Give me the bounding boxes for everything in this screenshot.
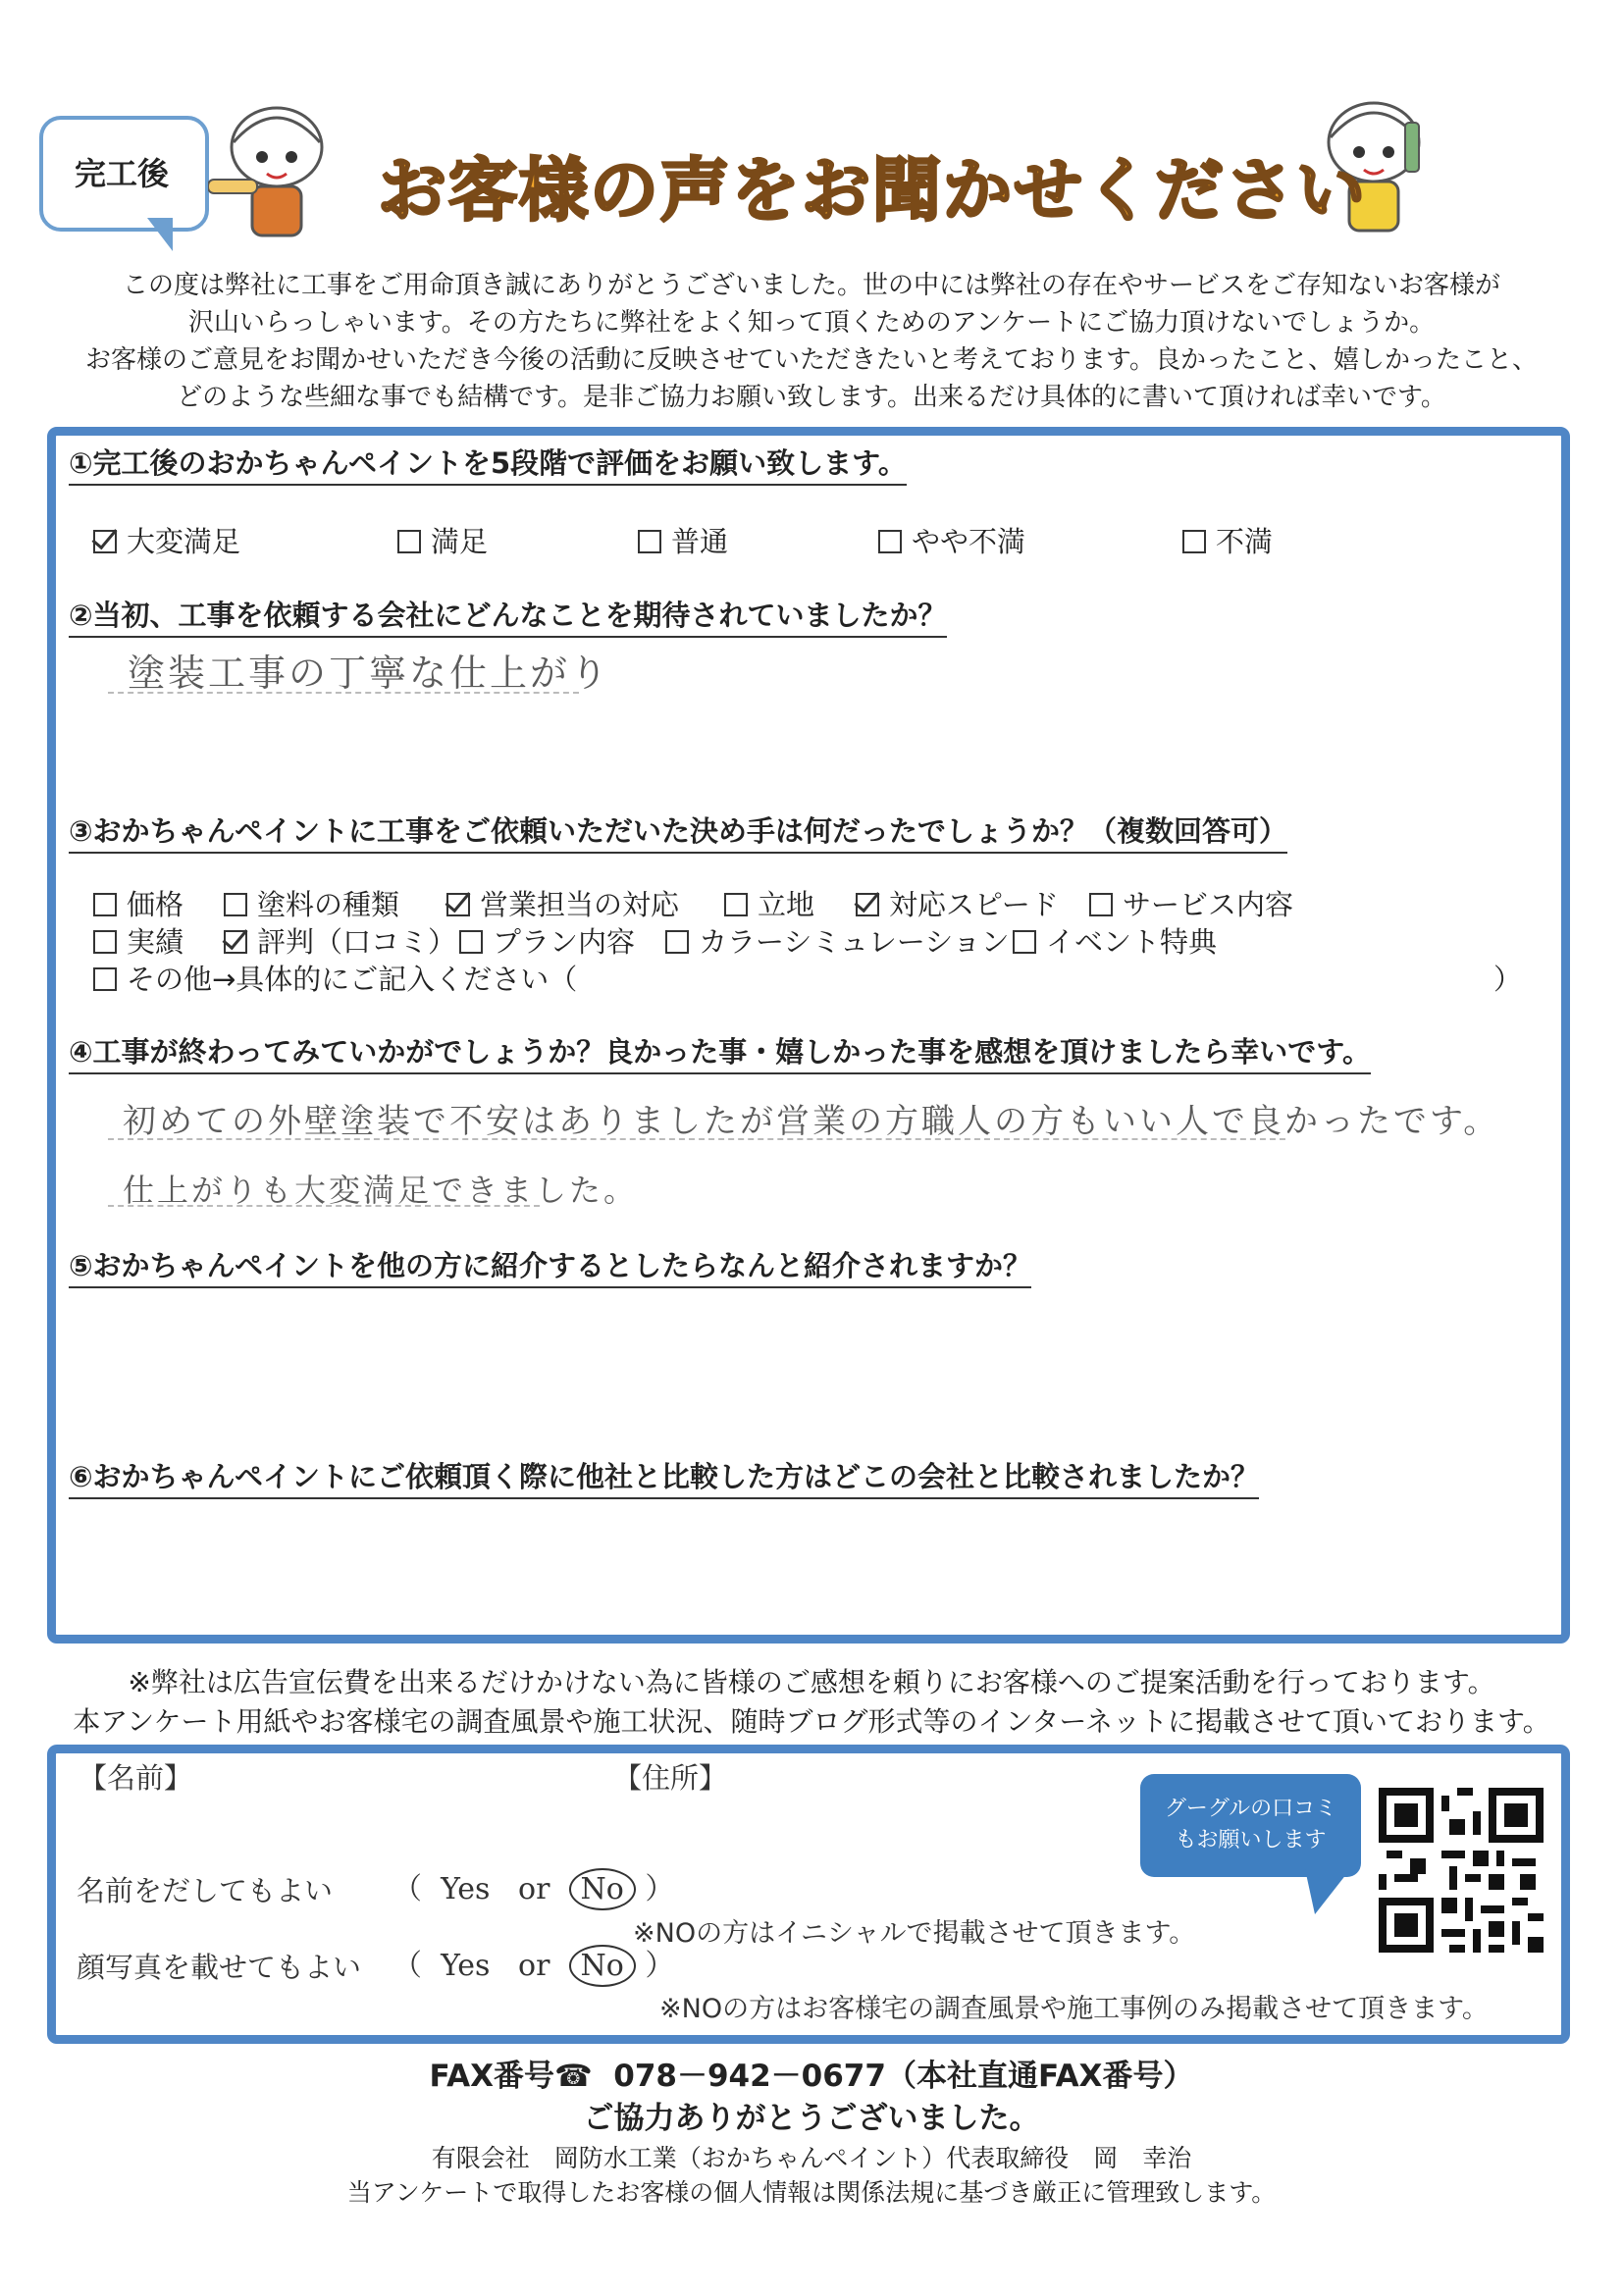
- checkbox-checked[interactable]: [446, 893, 470, 916]
- intro-text: この度は弊社に工事をご用命頂き誠にありがとうございました。世の中には弊社の存在やサービスをご存知ないお客様が 沢山いらっしゃいます。その方たちに弊社をよく知って頂くためのアンケートにご協力頂けないでしょうか。 お客様のご意見をお聞かせいただき今後の活動に反映させていただきたいと考えております。良かったこと、嬉しかったこと、 どのような些細な事でも結構です。是非ご協力お願い致します。出来るだけ具体的に書いて頂ければ幸いです。: [85, 271, 1538, 412]
- bubble-tail: [1305, 1869, 1350, 1914]
- fax-line: FAX番号☎ 078－942－0677（本社直通FAX番号）: [429, 2059, 1194, 2094]
- name-field-label: 【名前】: [79, 1761, 193, 1795]
- q4-answer-line-1[interactable]: 初めての外壁塗装で不安はありましたが営業の方職人の方もいい人で良かったです。: [123, 1102, 1500, 1141]
- q2-answer-line: [108, 692, 579, 694]
- yes-option[interactable]: Yes: [441, 1949, 491, 1983]
- checkbox[interactable]: [93, 967, 117, 991]
- mascot-left-icon: [208, 93, 336, 250]
- checkbox-checked[interactable]: [856, 893, 879, 916]
- no-option-selected[interactable]: No: [569, 1945, 636, 1987]
- q4-answer-underline-2: [108, 1205, 540, 1207]
- name-consent-label: 名前をだしてもよい: [77, 1874, 334, 1907]
- no-option-selected[interactable]: No: [569, 1868, 636, 1910]
- thanks-text: ご協力ありがとうございました。: [583, 2101, 1040, 2136]
- q2-answer[interactable]: 塗装工事の丁寧な仕上がり: [128, 652, 611, 695]
- q1-option-very-satisfied[interactable]: 大変満足: [93, 520, 240, 560]
- google-review-bubble: グーグルの口コミ もお願いします: [1140, 1774, 1361, 1877]
- q3-option-price[interactable]: 価格: [93, 883, 183, 923]
- checkbox[interactable]: [878, 530, 902, 553]
- q3-option-speed[interactable]: 対応スピード: [856, 883, 1059, 923]
- q1-option-dissatisfied[interactable]: 不満: [1182, 520, 1273, 560]
- q3-option-location[interactable]: 立地: [724, 883, 814, 923]
- badge-tail: [147, 218, 173, 251]
- question-2: ②当初、工事を依頼する会社にどんなことを期待されていましたか？: [69, 594, 947, 638]
- checkbox-checked[interactable]: [93, 530, 117, 553]
- checkbox[interactable]: [93, 893, 117, 916]
- photo-consent-note: ※NOの方はお客様宅の調査風景や施工事例のみ掲載させて頂きます。: [659, 1994, 1489, 2024]
- page-title: お客様の声をお聞かせください: [378, 150, 1367, 231]
- company-text: 有限会社 岡防水工業（おかちゃんペイント）代表取締役 岡 幸治: [431, 2144, 1192, 2172]
- checkbox[interactable]: [224, 893, 247, 916]
- question-1: ①完工後のおかちゃんペイントを5段階で評価をお願い致します。: [69, 442, 907, 486]
- q3-option-paint-type[interactable]: 塗料の種類: [224, 883, 399, 923]
- or-text: or: [518, 1949, 550, 1983]
- q3-option-color-simulation[interactable]: カラーシミュレーション: [665, 920, 1010, 961]
- q1-option-normal[interactable]: 普通: [638, 520, 728, 560]
- question-3: ③おかちゃんペイントに工事をご依頼いただいた決め手は何だったでしょうか？（複数回答可）: [69, 809, 1287, 854]
- q1-option-somewhat-dissatisfied[interactable]: やや不満: [878, 520, 1025, 560]
- checkbox[interactable]: [459, 930, 483, 954]
- checkbox[interactable]: [724, 893, 748, 916]
- or-text: or: [518, 1872, 550, 1906]
- q4-answer-line-2[interactable]: 仕上がりも大変満足できました。: [123, 1172, 639, 1209]
- q4-answer-underline-1: [108, 1138, 1285, 1140]
- qr-code-icon[interactable]: [1379, 1788, 1544, 1953]
- q3-option-sales-response[interactable]: 営業担当の対応: [446, 883, 679, 923]
- q3-option-other[interactable]: その他→具体的にご記入ください（: [93, 958, 577, 998]
- checkbox[interactable]: [1182, 530, 1206, 553]
- photo-consent-choice[interactable]: （ Yes or No ）: [393, 1941, 674, 1987]
- question-5: ⑤おかちゃんペイントを他の方に紹介するとしたらなんと紹介されますか？: [69, 1244, 1031, 1288]
- badge-label: 完工後: [75, 155, 170, 192]
- address-field-label: 【住所】: [613, 1761, 728, 1795]
- checkbox[interactable]: [397, 530, 421, 553]
- checkbox[interactable]: [1089, 893, 1113, 916]
- photo-consent-label: 顔写真を載せてもよい: [77, 1951, 362, 1984]
- checkbox-checked[interactable]: [224, 930, 247, 954]
- question-4: ④工事が終わってみていかがでしょうか？良かった事・嬉しかった事を感想を頂けましたら幸いです。: [69, 1030, 1371, 1074]
- phone-icon: ☎: [554, 2059, 593, 2094]
- checkbox[interactable]: [93, 930, 117, 954]
- q3-option-plan[interactable]: プラン内容: [459, 920, 635, 961]
- notice-text: ※弊社は広告宣伝費を出来るだけかけない為に皆様のご感想を頼りにお客様へのご提案活動を行っております。 本アンケート用紙やお客様宅の調査風景や施工状況、随時ブログ形式等のインターネットに掲載させて頂いております。: [73, 1666, 1550, 1738]
- checkbox[interactable]: [638, 530, 661, 553]
- q1-option-satisfied[interactable]: 満足: [397, 520, 488, 560]
- question-6: ⑥おかちゃんペイントにご依頼頂く際に他社と比較した方はどこの会社と比較されましたか？: [69, 1455, 1259, 1499]
- name-consent-choice[interactable]: （ Yes or No ）: [393, 1864, 674, 1910]
- yes-option[interactable]: Yes: [441, 1872, 491, 1906]
- checkbox[interactable]: [665, 930, 689, 954]
- q3-option-event[interactable]: イベント特典: [1013, 920, 1217, 961]
- q3-other-close: ）: [1493, 963, 1523, 996]
- q3-option-service[interactable]: サービス内容: [1089, 883, 1293, 923]
- q3-option-track-record[interactable]: 実績: [93, 920, 183, 961]
- name-consent-note: ※NOの方はイニシャルで掲載させて頂きます。: [633, 1918, 1196, 1949]
- checkbox[interactable]: [1013, 930, 1036, 954]
- privacy-text: 当アンケートで取得したお客様の個人情報は関係法規に基づき厳正に管理致します。: [346, 2178, 1277, 2207]
- q3-option-reputation[interactable]: 評判（口コミ）: [224, 920, 456, 961]
